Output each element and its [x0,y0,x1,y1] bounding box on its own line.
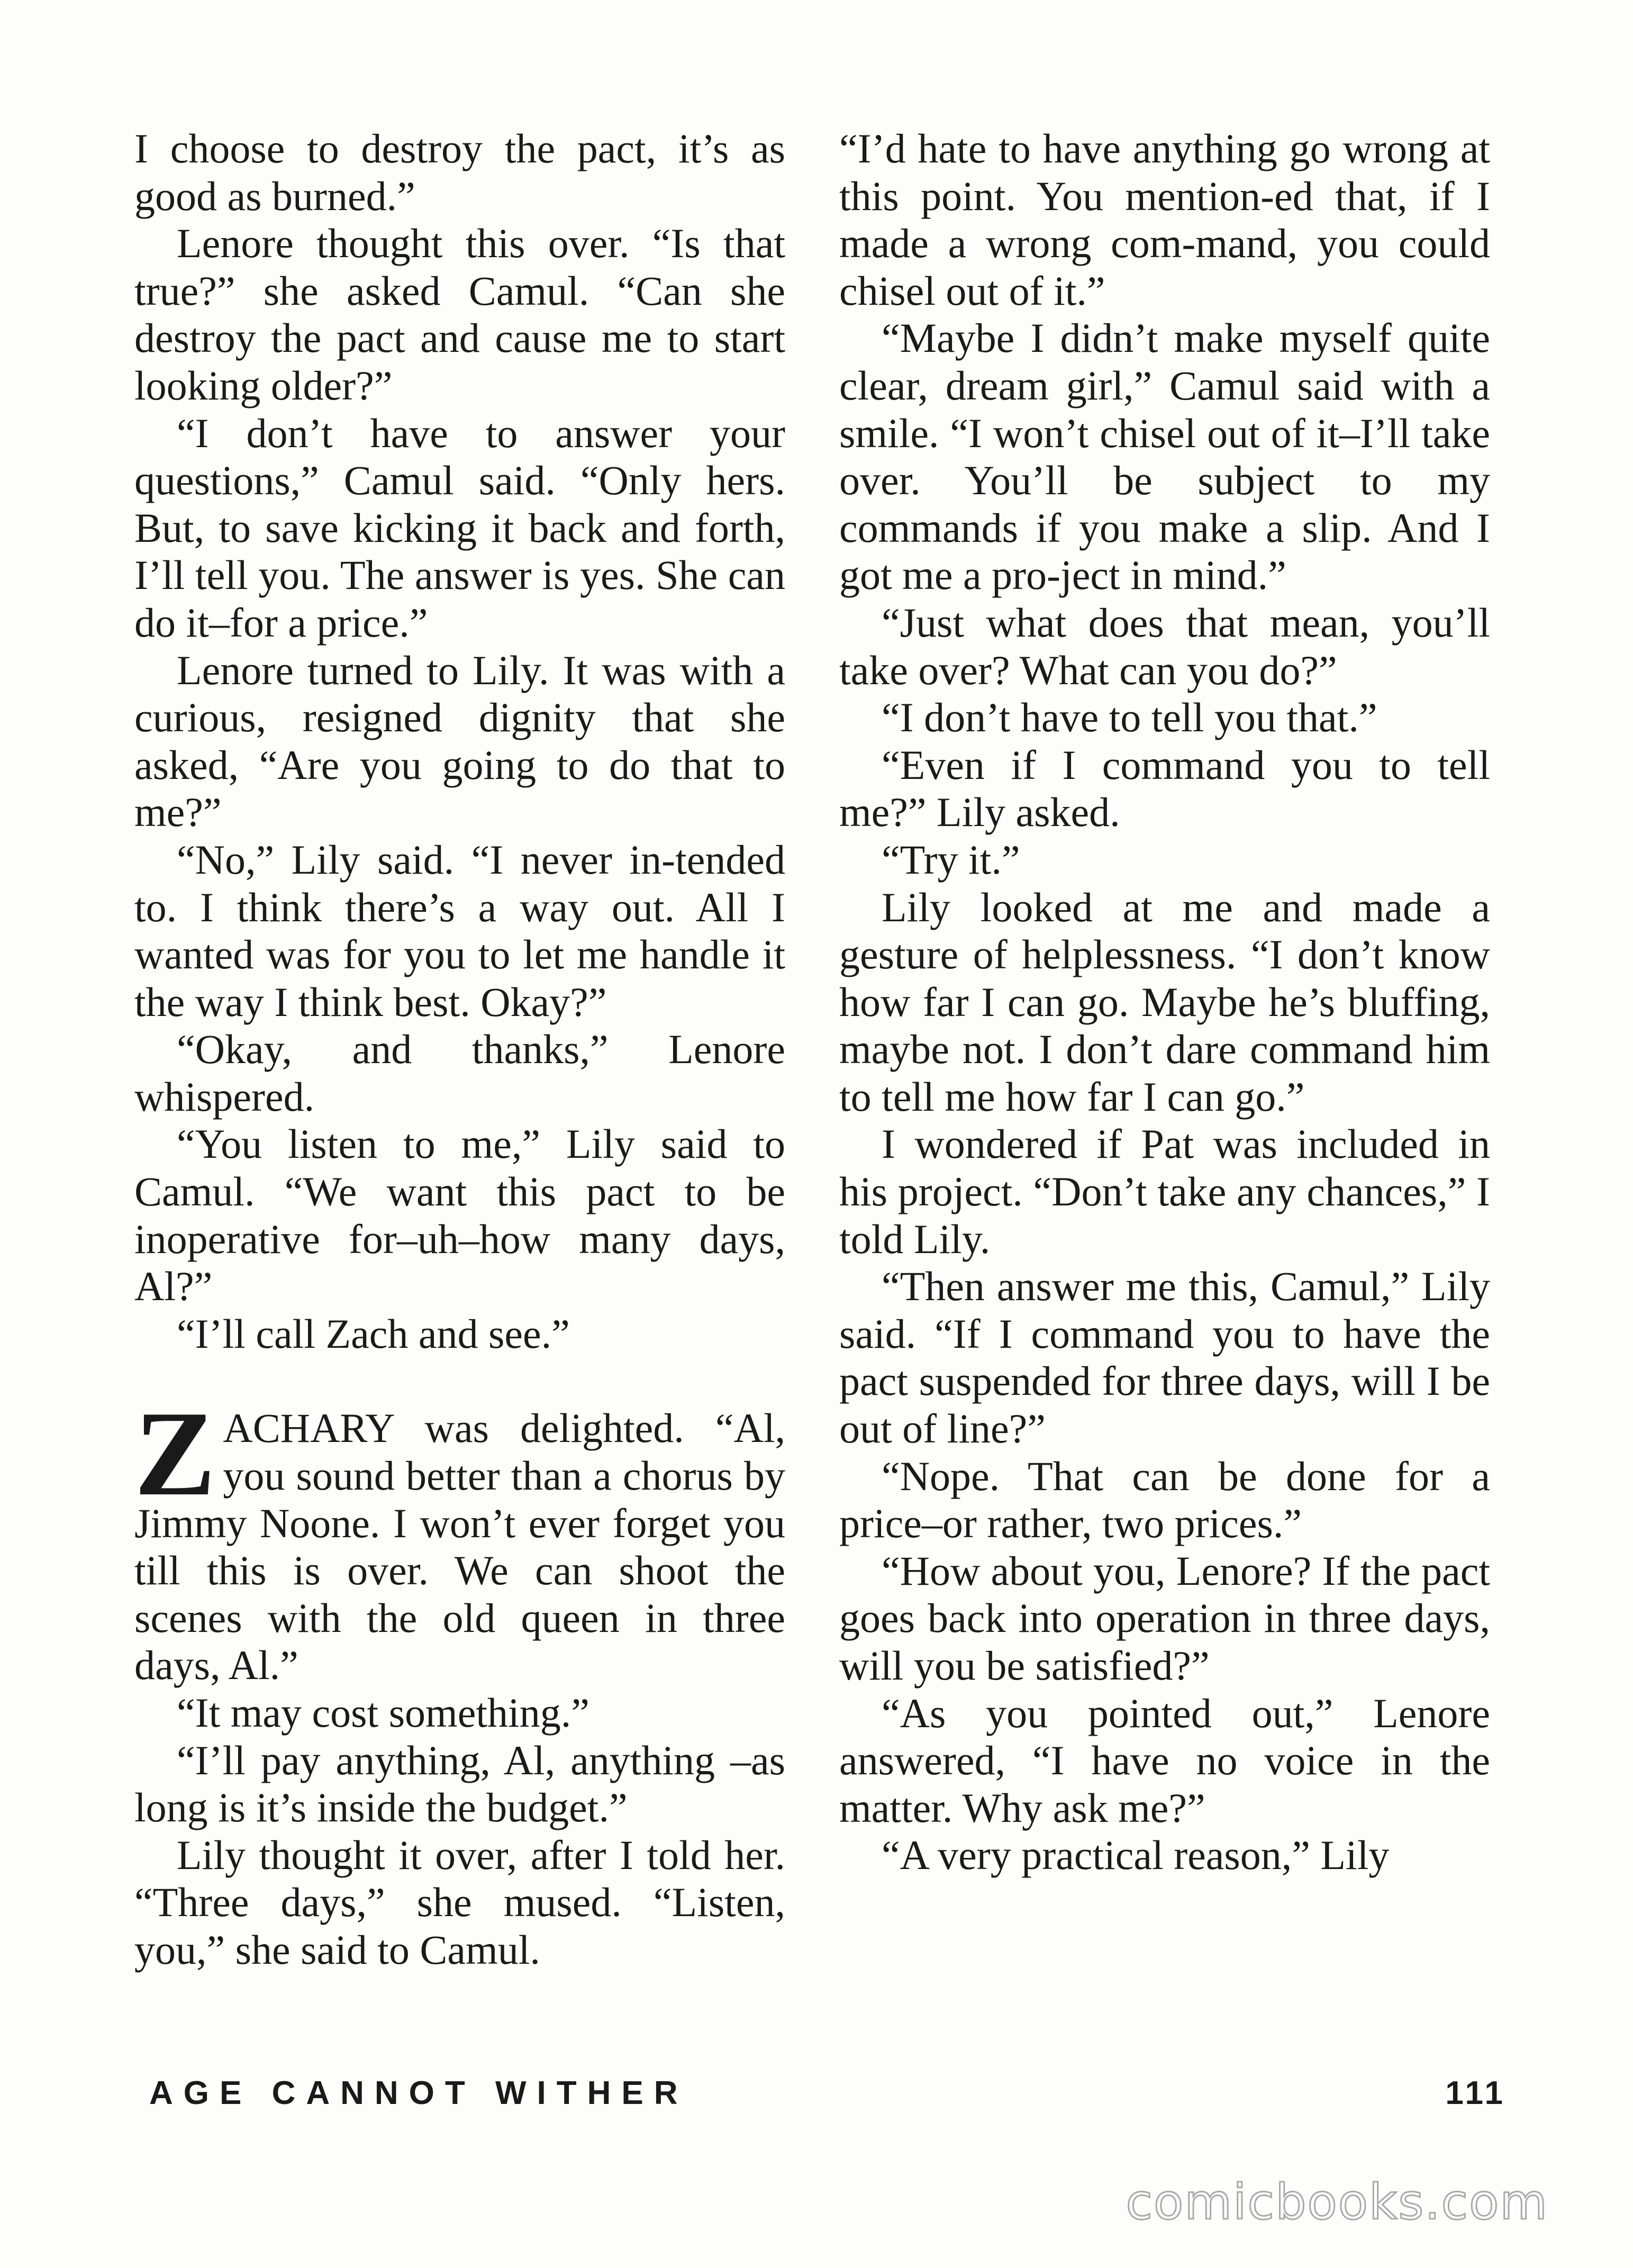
paragraph: Lily thought it over, after I told her. “Three days,” she mused. “Listen, you,” she said to Camul. [134,1831,785,1973]
paragraph: “Even if I command you to tell me?” Lily asked. [839,741,1490,836]
paragraph: “I’ll pay anything, Al, anything –as long is it’s inside the budget.” [134,1737,785,1831]
paragraph: “I’ll call Zach and see.” [177,1310,570,1357]
paragraph: “Nope. That can be done for a price–or rather, two prices.” [839,1453,1490,1547]
paragraph: Lenore thought this over. “Is that true?” she asked Camul. “Can she destroy the pact and cause me to start looking older?” [134,220,785,409]
paragraph: “No,” Lily said. “I never in-tended to. I think there’s a way out. All I wanted was for you to let me handle it the way I think best. Okay?” [134,836,785,1025]
paragraph: “Maybe I didn’t make myself quite clear, dream girl,” Camul said with a smile. “I won’t chisel out of it–I’ll take over. You’ll be subject to my commands if you make a slip. And I got me a pro-ject in mind.” [839,315,1490,598]
paragraph: Lily looked at me and made a gesture of helplessness. “I don’t know how far I can go. Maybe he’s bluffing, maybe not. I don’t dare command him to tell me how far I can go.” [839,884,1490,1120]
page-number: 111 [1445,2075,1506,2111]
paragraph: “A very practical reason,” Lily [882,1832,1390,1879]
paragraph: “You listen to me,” Lily said to Camul. “We want this pact to be inoperative for–uh–how many days, Al?” [134,1121,785,1310]
paragraph: “How about you, Lenore? If the pact goes back into operation in three days, will you be satisfied?” [839,1547,1490,1689]
paragraph: “It may cost something.” [177,1690,589,1736]
paragraph: “Try it.” [882,836,1020,883]
paragraph: “Okay, and thanks,” Lenore whispered. [134,1026,785,1120]
paragraph: “I’d hate to have anything go wrong at this point. You mention-ed that, if I made a wrong com-mand, you could chisel out of it.” [839,125,1490,314]
section-opening-text: ACHARY was delighted. “Al, you sound better than a chorus by Jimmy Noone. I won’t ever forget you till this is over. We can shoot the scenes with the old queen in three days, Al.” [134,1405,785,1689]
drop-cap-letter: Z [134,1386,216,1521]
left-text-column [134,125,785,1974]
paragraph: “Then answer me this, Camul,” Lily said. “If I command you to have the pact suspended for three days, will I be out of line?” [839,1263,1490,1452]
paragraph: I wondered if Pat was included in his project. “Don’t take any chances,” I told Lily. [839,1121,1490,1262]
section-opening-paragraph [134,1386,785,1689]
paragraph: “Just what does that mean, you’ll take over? What can you do?” [839,599,1490,693]
paragraph: “I don’t have to tell you that.” [882,694,1377,741]
paragraph: “As you pointed out,” Lenore answered, “I have no voice in the matter. Why ask me?” [839,1690,1490,1831]
site-watermark: comicbooks.com [1126,2174,1548,2230]
paragraph: “I don’t have to answer your questions,” Camul said. “Only hers. But, to save kicking it back and forth, I’ll tell you. The answer is yes. She can do it–for a price.” [134,410,785,646]
running-footer-title: AGE CANNOT WITHER [149,2075,688,2111]
paragraph: I choose to destroy the pact, it’s as good as burned.” [134,125,785,219]
right-text-column [839,125,1490,1879]
paragraph: Lenore turned to Lily. It was with a curious, resigned dignity that she asked, “Are you going to do that to me?” [134,647,785,836]
